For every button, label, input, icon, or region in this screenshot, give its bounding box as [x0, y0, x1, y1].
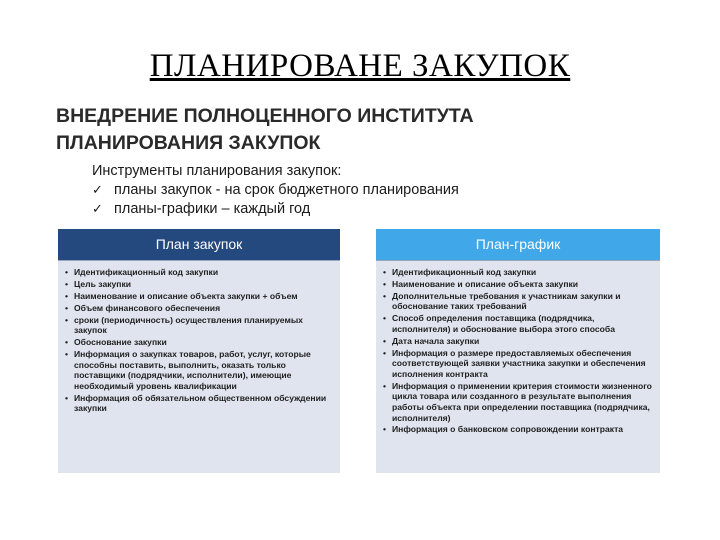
list-item: [383, 336, 652, 347]
list-item: [383, 348, 652, 380]
panel-header: План-график: [376, 229, 660, 261]
tools-item-text: планы закупок - на срок бюджетного планирования: [114, 182, 459, 198]
list-item-text: Информация об обязательном общественном обсуждении закупки: [74, 392, 327, 414]
list-item-text: сроки (периодичность) осуществления планируемых закупок: [74, 314, 303, 336]
slide-title: ПЛАНИРОВАНЕ ЗАКУПОК: [149, 48, 571, 84]
tools-item-text: планы-графики – каждый год: [114, 201, 311, 217]
list-item-text: Способ определения поставщика (подрядчика, исполнителя) и обоснование выбора этого способа: [392, 313, 616, 334]
tools-list: [92, 181, 612, 219]
bullet-icon: •: [65, 267, 69, 277]
list-item: [383, 291, 652, 312]
list-item-text: Объем финансового обеспечения: [74, 302, 221, 313]
bullet-icon: •: [383, 347, 387, 358]
list-item: [65, 267, 332, 278]
list-item-text: Дата начала закупки: [392, 335, 480, 346]
tools-item: [92, 181, 612, 200]
list-item: [383, 267, 652, 278]
panel-header: План закупок: [58, 229, 340, 261]
list-item-text: Информация о размере предоставляемых обеспечения соответствующей заявки участника закупки и обеспечения исполнения контракта: [392, 347, 646, 379]
bullet-icon: •: [383, 335, 387, 346]
list-item: [65, 315, 332, 336]
list-item-text: Наименование и описание объекта закупки: [392, 278, 579, 289]
list-item-text: Идентификационный код закупки: [392, 267, 537, 277]
panel-list: [376, 261, 660, 435]
list-item-text: Информация о применении критерия стоимости жизненного цикла товара или созданного в результате выполнения работы объекта при определении поставщика (подрядчика, исполнителя): [392, 380, 652, 423]
panel-list: [58, 261, 340, 414]
bullet-icon: •: [383, 267, 387, 277]
heading-line-2: ПЛАНИРОВАНИЯ ЗАКУПОК: [56, 132, 321, 154]
list-item: [383, 313, 652, 334]
procurement-plan-panel: [58, 229, 340, 473]
bullet-icon: •: [65, 290, 69, 301]
list-item: [383, 381, 652, 423]
list-item-text: Идентификационный код закупки: [74, 267, 219, 277]
tools-intro: Инструменты планирования закупок:: [92, 163, 342, 179]
bullet-icon: •: [65, 302, 69, 313]
list-item: [65, 337, 332, 348]
bullet-icon: •: [383, 290, 387, 301]
procurement-schedule-panel: [376, 229, 660, 473]
list-item: [65, 393, 332, 414]
list-item: [383, 424, 652, 435]
bullet-icon: •: [65, 392, 69, 403]
bullet-icon: •: [65, 348, 69, 359]
list-item: [65, 279, 332, 290]
bullet-icon: •: [383, 380, 387, 391]
bullet-icon: •: [65, 278, 69, 289]
bullet-icon: •: [383, 424, 387, 435]
list-item-text: Информация о банковском сопровождении контракта: [392, 424, 624, 435]
list-item: [383, 279, 652, 290]
bullet-icon: •: [65, 337, 69, 348]
checkmark-icon: ✓: [92, 202, 103, 217]
bullet-icon: •: [383, 313, 387, 324]
list-item-text: Информация о закупках товаров, работ, услуг, которые способны поставить, выполнить, оказать только поставщики (подрядчики, исполнители), имеющие необходимый уровень квалификации: [74, 348, 311, 391]
section-heading: [56, 103, 616, 157]
list-item-text: Дополнительные требования к участникам закупки и обоснование таких требований: [392, 290, 621, 312]
list-item-text: Обоснование закупки: [74, 337, 167, 348]
tools-item: [92, 200, 612, 219]
list-item: [65, 349, 332, 391]
bullet-icon: •: [383, 278, 387, 289]
bullet-icon: •: [65, 314, 69, 325]
list-item: [65, 291, 332, 302]
list-item-text: Цель закупки: [74, 278, 132, 289]
planning-tools: [92, 162, 612, 219]
list-item: [65, 303, 332, 314]
list-item-text: Наименование и описание объекта закупки + объем: [74, 290, 298, 301]
heading-line-1: ВНЕДРЕНИЕ ПОЛНОЦЕННОГО ИНСТИТУТА: [56, 105, 474, 127]
checkmark-icon: ✓: [92, 183, 103, 198]
